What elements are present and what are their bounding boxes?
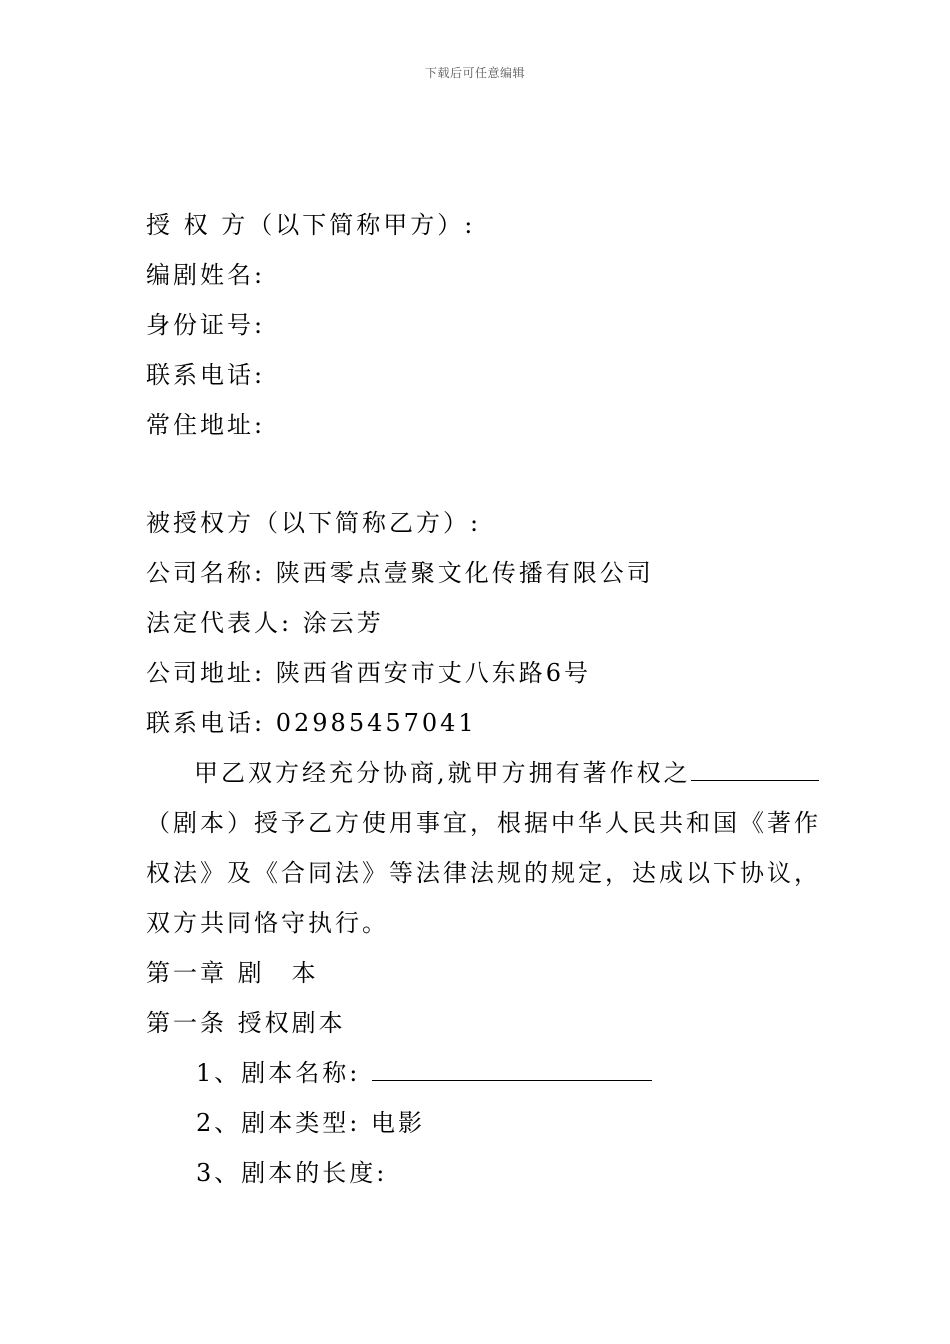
party-a-phone-label: 联系电话: (146, 361, 266, 389)
article-1-item-3 (146, 1148, 806, 1198)
party-b-title: 被授权方（以下简称乙方）: (146, 509, 482, 537)
party-b-address-label: 公司地址: (146, 659, 266, 687)
preamble-line-4: 双方共同恪守执行。 (146, 909, 389, 937)
script-name-label: 1、剧本名称: (196, 1059, 361, 1087)
article-1-title: 第一条 授权剧本 (146, 1009, 346, 1037)
chapter-1-title: 第一章 剧 本 (146, 959, 319, 987)
party-b-address-value: 陕西省西安市丈八东路6号 (275, 659, 592, 687)
party-b-rep-value: 涂云芳 (302, 609, 384, 637)
work-title-blank (691, 762, 819, 781)
script-name-blank (372, 1062, 652, 1081)
script-type-label: 2、剧本类型: (196, 1109, 361, 1137)
party-b-phone-label: 联系电话: (146, 709, 266, 737)
preamble-line-2: （剧本）授予乙方使用事宜，根据中华人民共和国《著作 (146, 809, 821, 837)
party-a-id-label: 身份证号: (146, 311, 266, 339)
article-1-item-2 (146, 1098, 806, 1148)
party-a-name-label: 编剧姓名: (146, 261, 266, 289)
party-b-phone-value: 02985457041 (275, 709, 477, 737)
preamble-text-1: 甲乙双方经充分协商,就甲方拥有著作权之 (194, 759, 691, 787)
party-b-rep-label: 法定代表人: (146, 609, 293, 637)
party-a-address-label: 常住地址: (146, 411, 266, 439)
article-1-item-1 (146, 1048, 806, 1098)
preamble-line-3: 权法》及《合同法》等法律法规的规定，达成以下协议， (146, 859, 821, 887)
party-a-title: 授 权 方（以下简称甲方）: (146, 211, 476, 239)
preamble-line-1 (146, 748, 806, 798)
party-b-company-label: 公司名称: (146, 559, 266, 587)
party-b-rep (146, 598, 806, 648)
party-b-phone (146, 698, 806, 748)
document-body (146, 200, 821, 1198)
party-b-company (146, 548, 806, 598)
page-header-note: 下载后可任意编辑 (424, 66, 525, 80)
party-b-address (146, 648, 806, 698)
section-spacer (146, 450, 806, 498)
script-length-label: 3、剧本的长度: (196, 1159, 388, 1187)
party-b-company-value: 陕西零点壹聚文化传播有限公司 (275, 559, 654, 587)
script-type-value: 电影 (371, 1109, 425, 1137)
